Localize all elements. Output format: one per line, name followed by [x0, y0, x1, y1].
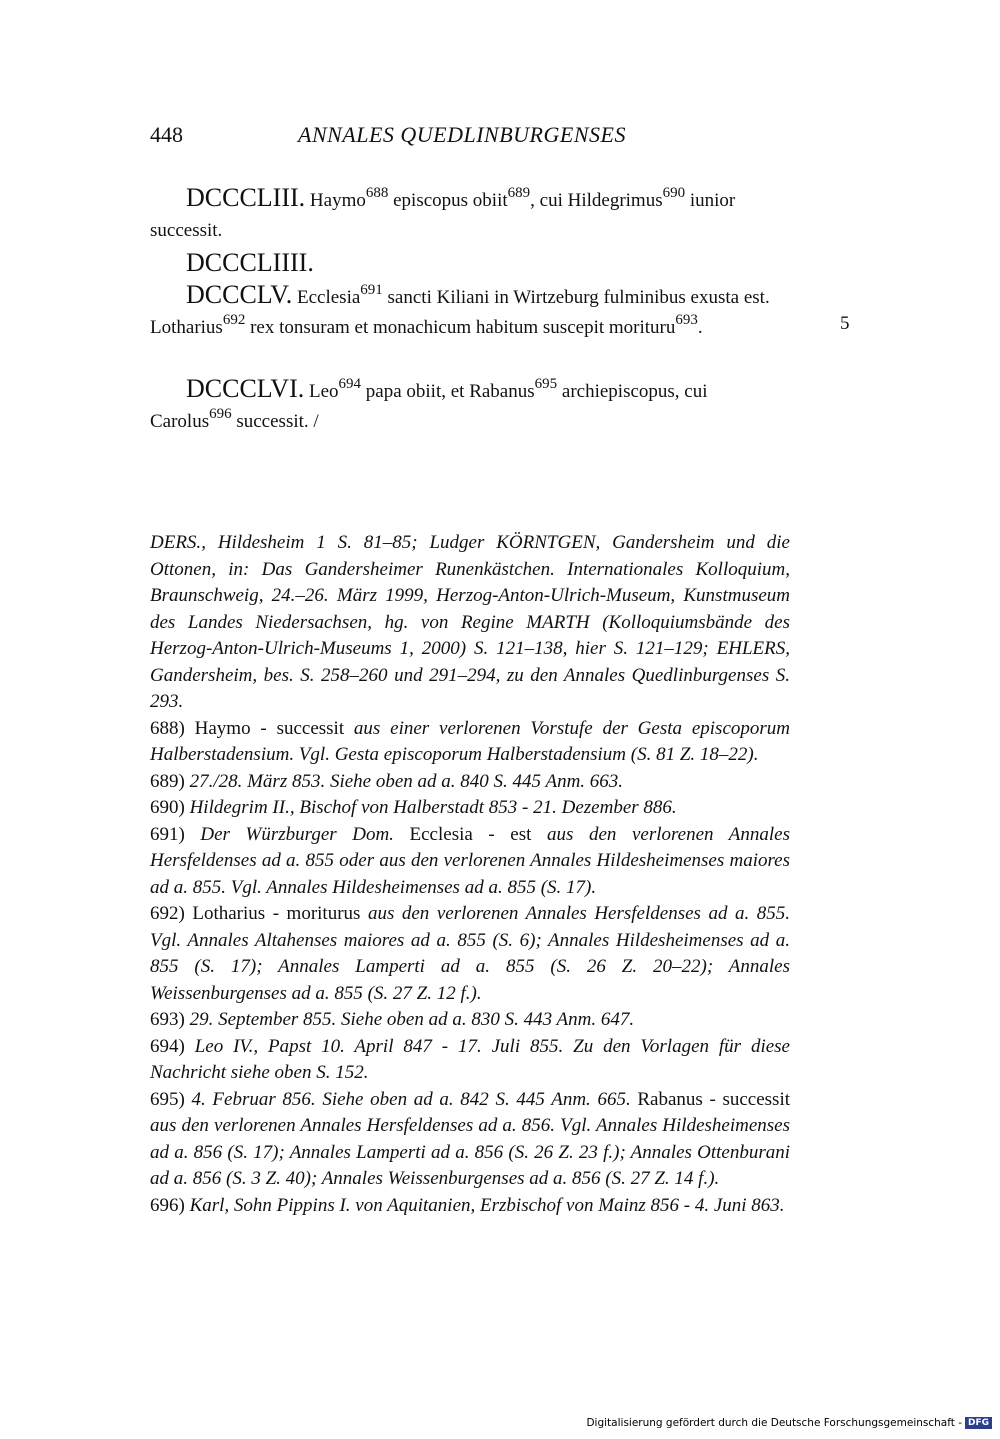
- footnote-694: 694) Leo IV., Papst 10. April 847 - 17. Juli 855. Zu den Vorlagen für diese Nachricht siehe oben S. 152.: [150, 1035, 790, 1083]
- entry-853: DCCCLIII. Haymo$^{688}$ episcopus obiit$^{689}$, cui Hildegrimus$^{690}$ iunior successit.: [150, 183, 736, 241]
- running-title: ANNALES QUEDLINBURGENSES: [298, 122, 626, 147]
- year-855: DCCCLV.: [186, 280, 293, 309]
- fn-ref-688: 688: [365, 185, 389, 201]
- year-854: DCCCLIIII.: [186, 248, 314, 277]
- footnote-688: 688) Haymo - successit aus einer verlorenen Vorstufe der Gesta episcoporum Halberstadensium. Vgl. Gesta episcoporum Halberstadensium (S. 81 Z. 18–22).: [150, 717, 790, 765]
- entry-855: DCCCLV. Ecclesia$^{691}$ sancti Kiliani in Wirtzeburg fulminibus exusta est. Lotharius$^{692}$ rex tonsuram et monachicum habitum suscepit morituru$^{693}$.: [150, 280, 770, 338]
- footnote-692: 692) Lotharius - moriturus aus den verlorenen Annales Hersfeldenses ad a. 855. Vgl. Annales Altahenses maiores ad a. 855 (S. 6); Annales Hildesheimenses ad a. 855 (S. 17); Annales Lamperti ad a. 855 (S. 26 Z. 20–22); Annales Weissenburgenses ad a. 855 (S. 27 Z. 12 f.).: [150, 903, 790, 1004]
- line-number: 5: [840, 313, 850, 334]
- footnote-693: 693) 29. September 855. Siehe oben ad a. 830 S. 443 Anm. 647.: [150, 1009, 635, 1030]
- entry-856: DCCCLVI. Leo$^{694}$ papa obiit, et Rabanus$^{695}$ archiepiscopus, cui Carolus$^{696}$ successit. /: [150, 374, 708, 432]
- fn-ref-690: 690: [662, 185, 686, 201]
- footnote-continuation: DERS., Hildesheim 1 S. 81–85; Ludger KÖRNTGEN, Gandersheim und die Ottonen, in: Das Gandersheimer Runenkästchen. Internationales Kolloquium, Braunschweig, 24.–26. März 1999, Herzog-Anton-Ulrich-Museum, Kunstmuseum des Landes Niedersachsen, hg. von Regine MARTH (Kolloquiumsbände des Herzog-Anton-Ulrich-Museums 1, 2000) S. 121–138, hier S. 121–129; EHLERS, Gandersheim, bes. S. 258–260 und 291–294, zu den Annales Quedlinburgenses S. 293.: [150, 532, 790, 712]
- footnote-695: 695) 4. Februar 856. Siehe oben ad a. 842 S. 445 Anm. 665. Rabanus - successit aus den verlorenen Annales Hersfeldenses ad a. 856. Vgl. Annales Hildesheimenses ad a. 856 (S. 17); Annales Lamperti ad a. 856 (S. 26 Z. 23 f.); Annales Ottenburani ad a. 856 (S. 3 Z. 40); Annales Weissenburgenses ad a. 856 (S. 27 Z. 14 f.).: [150, 1088, 790, 1189]
- dfg-logo: DFG: [965, 1417, 992, 1429]
- entry-854: [150, 248, 790, 281]
- fn-ref-695: 695: [534, 376, 558, 392]
- footnote-690: 690) Hildegrim II., Bischof von Halberstadt 853 - 21. Dezember 886.: [150, 797, 677, 818]
- year-853: DCCCLIII.: [186, 183, 306, 212]
- footnote-696: 696) Karl, Sohn Pippins I. von Aquitanien, Erzbischof von Mainz 856 - 4. Juni 863.: [150, 1194, 785, 1216]
- page-number: 448: [150, 122, 183, 147]
- fn-ref-692: 692: [222, 312, 246, 328]
- fn-ref-689: 689: [507, 185, 531, 201]
- fn-ref-694: 694: [338, 376, 362, 392]
- year-856: DCCCLVI.: [186, 374, 305, 403]
- footnote-691: 691) Der Würzburger Dom. Ecclesia - est aus den verlorenen Annales Hersfeldenses ad a. 855 oder aus den verlorenen Annales Hildesheimenses maiores ad a. 855. Vgl. Annales Hildesheimenses ad a. 855 (S. 17).: [150, 823, 790, 898]
- digitization-credit: [586, 1417, 992, 1429]
- fn-ref-693: 693: [675, 312, 698, 328]
- credit-text: Digitalisierung gefördert durch die Deutsche Forschungsgemeinschaft -: [586, 1417, 962, 1429]
- footnotes: [150, 530, 790, 1219]
- fn-ref-691: 691: [360, 282, 383, 298]
- fn-ref-696: 696: [209, 406, 232, 422]
- footnote-689: 689) 27./28. März 853. Siehe oben ad a. 840 S. 445 Anm. 663.: [150, 770, 624, 792]
